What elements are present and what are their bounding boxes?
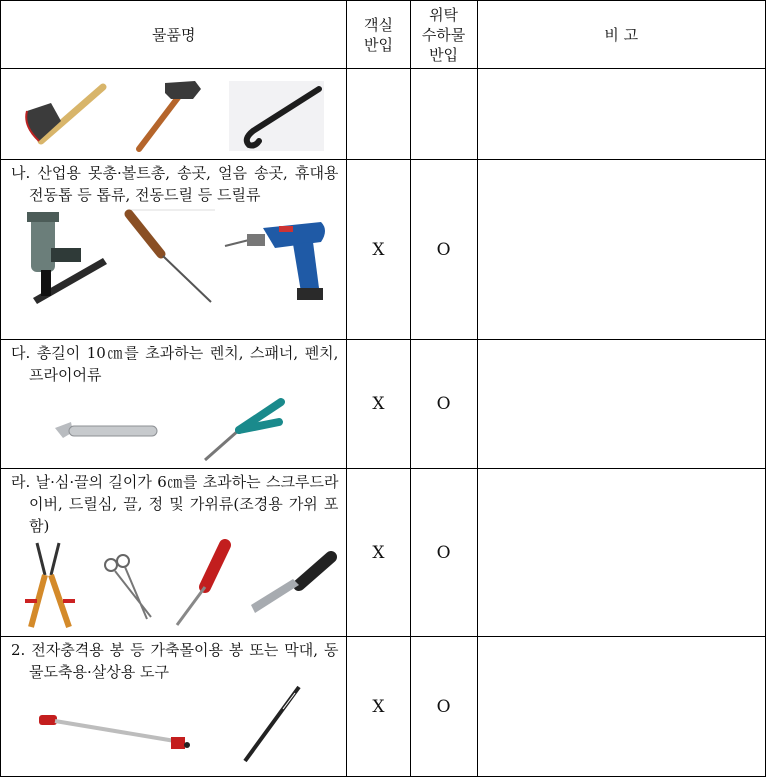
table-row <box>1 469 766 637</box>
remarks-cell <box>477 340 765 469</box>
table-row <box>1 637 766 777</box>
item-description: 다. 총길이 10㎝를 초과하는 렌치, 스패너, 펜치, 프라이어류 <box>11 344 339 384</box>
header-remarks: 비 고 <box>477 1 765 69</box>
remarks-cell <box>477 69 765 160</box>
checked-cell: O <box>410 469 477 637</box>
item-description: 나. 산업용 못총·볼트총, 송곳, 얼음 송곳, 휴대용 전동톱 등 톱류, 전동드릴 등 드릴류 <box>11 164 339 204</box>
header-cabin <box>347 1 410 69</box>
remarks-cell <box>477 160 765 340</box>
cabin-cell <box>347 69 410 160</box>
scissors-icon <box>101 553 161 623</box>
stun-rod-icon <box>237 683 307 763</box>
checked-cell <box>410 69 477 160</box>
cattle-prod-icon <box>35 707 195 757</box>
header-checked-line3: 반입 <box>429 45 459 64</box>
checked-cell: O <box>410 340 477 469</box>
axe-icon <box>21 81 111 151</box>
header-cabin-line2: 반입 <box>363 35 393 54</box>
table-row <box>1 340 766 469</box>
item-cell <box>1 469 347 637</box>
header-checked-line2: 수하물 <box>421 25 466 44</box>
pliers-icon <box>199 394 289 464</box>
item-description: 2. 전자충격용 봉 등 가축몰이용 봉 또는 막대, 동물도축용·살상용 도구 <box>11 641 339 681</box>
header-item-name: 물품명 <box>1 1 347 69</box>
item-cell <box>1 340 347 469</box>
table-row <box>1 69 766 160</box>
item-description: 라. 날·심·끌의 길이가 6㎝를 초과하는 스크루드라이버, 드릴심, 끌, 정 및 가위류(조경용 가위 포함) <box>11 473 339 535</box>
cabin-cell: X <box>347 340 410 469</box>
item-cell <box>1 69 347 160</box>
item-cell <box>1 637 347 777</box>
cabin-cell: X <box>347 469 410 637</box>
checked-cell: O <box>410 637 477 777</box>
nail-gun-icon <box>23 208 107 304</box>
checked-cell: O <box>410 160 477 340</box>
header-checked-line1: 위탁 <box>429 5 459 24</box>
chisel-icon <box>247 551 337 621</box>
item-cell <box>1 160 347 340</box>
wrench-icon <box>51 414 161 454</box>
hedge-shears-icon <box>19 539 83 629</box>
remarks-cell <box>477 469 765 637</box>
table-header-row <box>1 1 766 69</box>
table-row <box>1 160 766 340</box>
cabin-cell: X <box>347 160 410 340</box>
screwdriver-icon <box>169 539 249 627</box>
power-drill-icon <box>223 208 333 304</box>
cabin-cell: X <box>347 637 410 777</box>
header-checked-baggage <box>410 1 477 69</box>
remarks-cell <box>477 637 765 777</box>
awl-icon <box>121 206 216 306</box>
crowbar-icon <box>229 81 324 151</box>
header-cabin-line1: 객실 <box>363 15 393 34</box>
hammer-icon <box>131 75 211 155</box>
